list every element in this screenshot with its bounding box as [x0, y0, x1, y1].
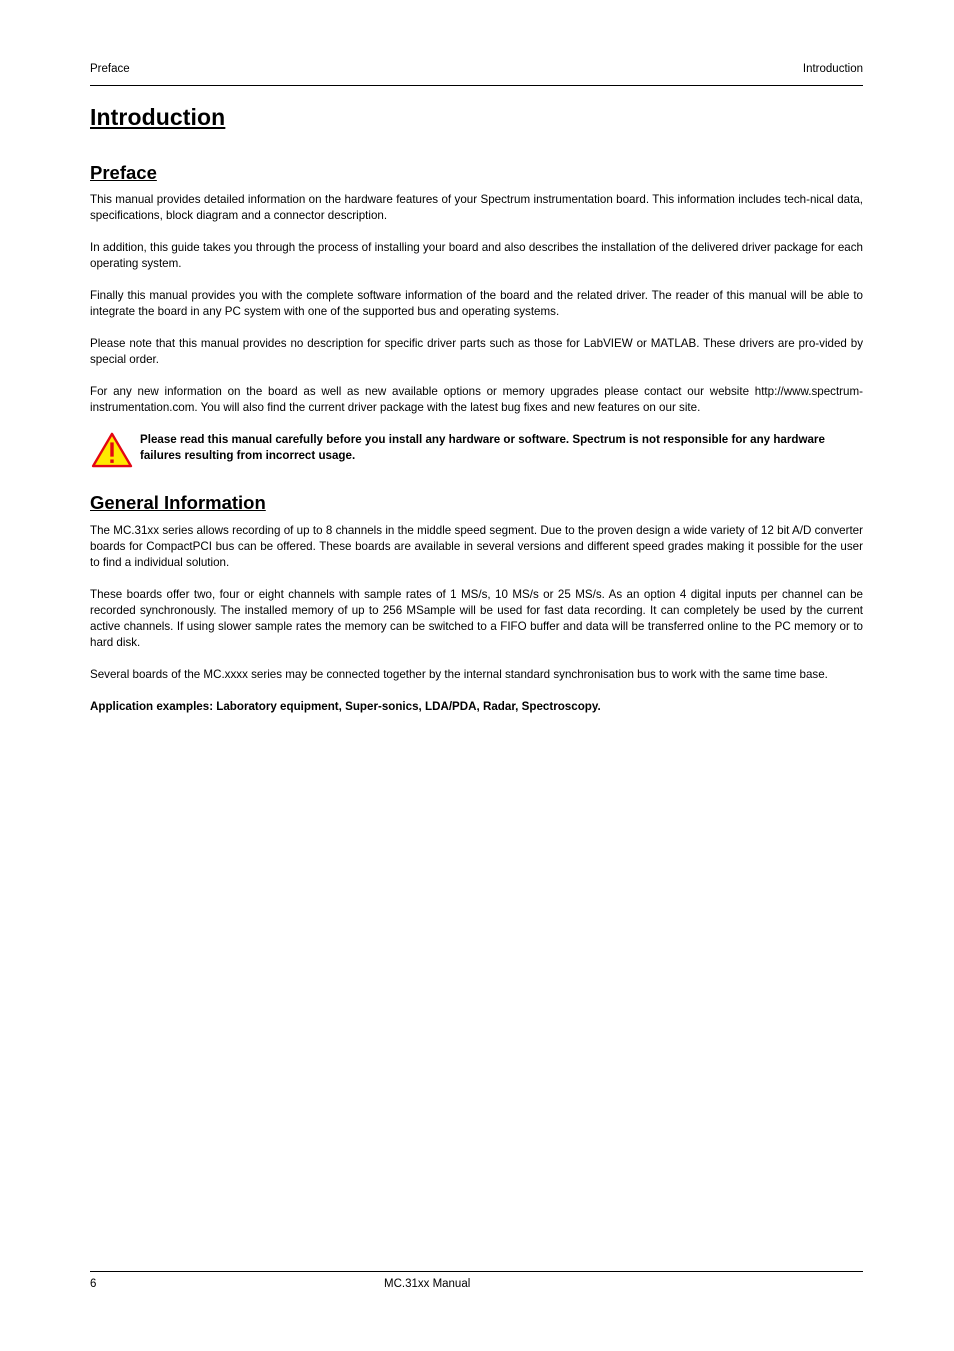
- application-examples: Application examples: Laboratory equipment, Super-sonics, LDA/PDA, Radar, Spectroscopy.: [90, 700, 601, 713]
- footer-manual-title: MC.31xx Manual: [384, 1278, 471, 1290]
- general-paragraph-3: Several boards of the MC.xxxx series may be connected together by the internal standard synchronisation bus to work with the same time base.: [90, 668, 828, 681]
- page-title: Introduction: [90, 104, 226, 130]
- footer-page-number: 6: [90, 1278, 97, 1290]
- preface-paragraph-2: In addition, this guide takes you through the process of installing your board and also describes the installation of the delivered driver package for each operating system.: [90, 241, 863, 270]
- preface-section: [90, 162, 863, 468]
- warning-triangle-icon: [90, 432, 134, 468]
- preface-paragraph-1: This manual provides detailed information on the hardware features of your Spectrum instrumentation board. This information includes tech-nical data, specifications, block diagram and a connector description.: [90, 193, 863, 222]
- general-paragraph-2: These boards offer two, four or eight channels with sample rates of 1 MS/s, 10 MS/s or 25 MS/s. As an option 4 digital inputs per channel can be recorded synchronously. The installed memory of up to 256 MSample will be used for fast data recording. It can completely be used by the current active channels. If using slower sample rates the memory can be switched to a FIFO buffer and data will be transferred online to the PC memory or to hard disk.: [90, 588, 863, 649]
- header-left: Preface: [90, 63, 130, 75]
- running-footer: [90, 1271, 863, 1290]
- general-paragraph-1: The MC.31xx series allows recording of up to 8 channels in the middle speed segment. Due to the proven design a wide variety of 12 bit A/D converter boards for CompactPCI bus can be offered. These boards are available in several versions and different speed grades making it possible for the user to find a individual solution.: [90, 524, 863, 569]
- preface-paragraph-3: Finally this manual provides you with the complete software information of the board and the related driver. The reader of this manual will be able to integrate the board in any PC system with one of the supported bus and operating systems.: [90, 289, 863, 318]
- preface-paragraph-5: For any new information on the board as well as new available options or memory upgrades please contact our website http://www.spectrum-instrumentation.com. You will also find the current driver package with the latest bug fixes and new features on our site.: [90, 385, 863, 414]
- document-page: [90, 0, 863, 1351]
- running-header: [90, 63, 863, 86]
- preface-heading: Preface: [90, 162, 157, 183]
- general-information-heading: General Information: [90, 492, 266, 513]
- header-right: Introduction: [802, 63, 863, 75]
- preface-paragraph-4: Please note that this manual provides no description for specific driver parts such as those for LabVIEW or MATLAB. These drivers are pro-vided by special order.: [90, 337, 863, 366]
- general-information-section: [90, 492, 863, 715]
- warning-text: Please read this manual carefully before you install any hardware or software. Spectrum is not responsible for any hardware failures resulting from incorrect usage.: [140, 433, 825, 462]
- warning-notice: [90, 432, 863, 468]
